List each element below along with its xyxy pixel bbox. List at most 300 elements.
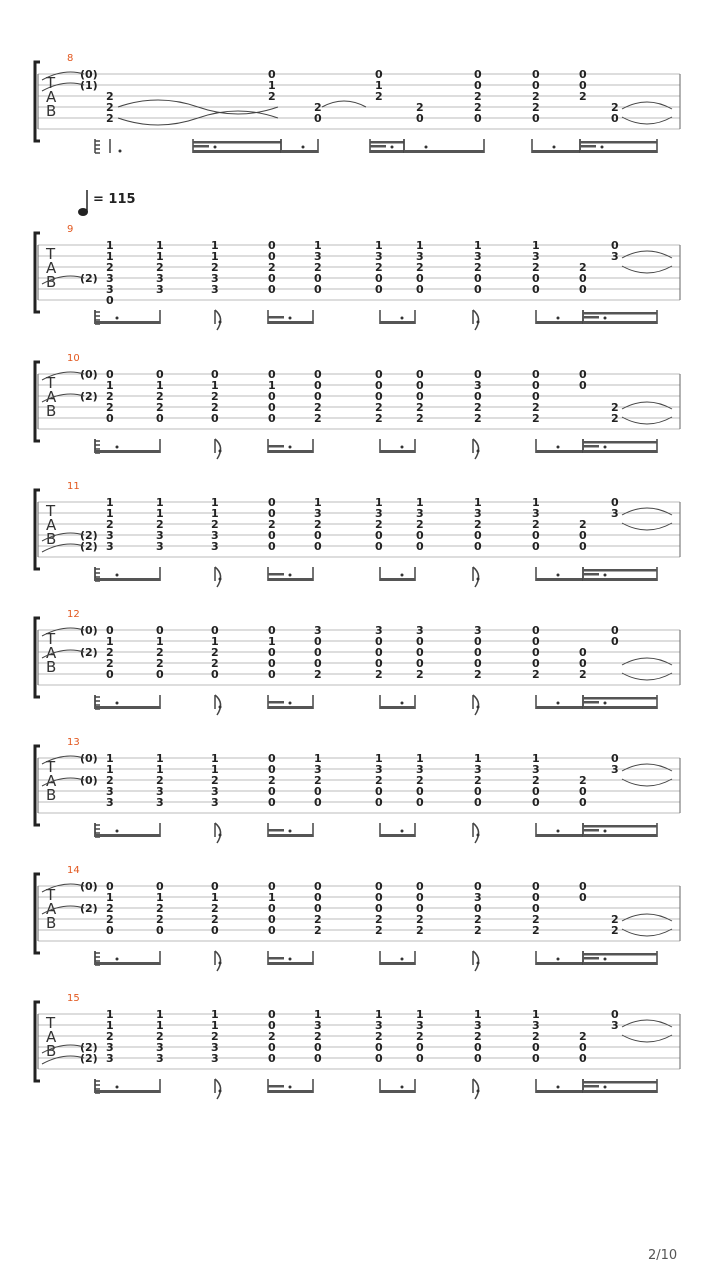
beam bbox=[380, 450, 415, 453]
fret-number: 0 bbox=[532, 529, 540, 542]
fret-number: 1 bbox=[416, 752, 424, 765]
fret-number: 2 bbox=[156, 390, 164, 403]
fret-number: 3 bbox=[156, 272, 164, 285]
tab-system-8 bbox=[35, 53, 680, 153]
fret-number: 1 bbox=[416, 496, 424, 509]
fret-number: 2 bbox=[211, 902, 219, 915]
fret-number: 3 bbox=[474, 624, 482, 637]
fret-number: 2 bbox=[416, 924, 424, 937]
fret-number: 3 bbox=[375, 507, 383, 520]
beam bbox=[583, 953, 657, 956]
fret-number: 2 bbox=[474, 774, 482, 787]
fret-number: 0 bbox=[375, 902, 383, 915]
flag bbox=[215, 695, 221, 715]
fret-number: 0 bbox=[416, 646, 424, 659]
beam bbox=[583, 957, 599, 960]
fret-number: 1 bbox=[106, 507, 114, 520]
fret-number: 3 bbox=[211, 529, 219, 542]
fret-number: 3 bbox=[474, 1019, 482, 1032]
tab-clef-letter: T bbox=[46, 502, 56, 520]
fret-number: 1 bbox=[532, 239, 540, 252]
fret-number: 2 bbox=[211, 401, 219, 414]
fret-number: 1 bbox=[375, 79, 383, 92]
beam bbox=[268, 962, 313, 965]
fret-number: 2 bbox=[156, 1030, 164, 1043]
ghost-fret: (2) bbox=[80, 646, 98, 659]
fret-number: 0 bbox=[532, 390, 540, 403]
fret-number: 2 bbox=[611, 913, 619, 926]
tab-clef-letter: B bbox=[46, 786, 57, 804]
dot bbox=[557, 958, 560, 961]
fret-number: 0 bbox=[268, 1019, 276, 1032]
flag bbox=[473, 567, 479, 587]
fret-number: 2 bbox=[416, 1030, 424, 1043]
fret-number: 2 bbox=[211, 1030, 219, 1043]
page-number: 2/10 bbox=[648, 1248, 678, 1263]
beam bbox=[193, 145, 209, 148]
fret-number: 0 bbox=[611, 239, 619, 252]
fret-number: 3 bbox=[532, 1019, 540, 1032]
fret-number: 2 bbox=[211, 518, 219, 531]
fret-number: 2 bbox=[579, 518, 587, 531]
fret-number: 2 bbox=[532, 1030, 540, 1043]
beam bbox=[583, 697, 657, 700]
tab-clef-letter: A bbox=[46, 772, 57, 790]
fret-number: 1 bbox=[211, 507, 219, 520]
beam bbox=[95, 962, 160, 965]
beam bbox=[95, 706, 160, 709]
measure-number: 14 bbox=[67, 865, 80, 876]
fret-number: 3 bbox=[474, 891, 482, 904]
dot bbox=[401, 958, 404, 961]
fret-number: 0 bbox=[416, 529, 424, 542]
tab-clef-letter: T bbox=[46, 630, 56, 648]
fret-number: 2 bbox=[106, 101, 114, 114]
tab-clef-letter: T bbox=[46, 245, 56, 263]
fret-number: 0 bbox=[314, 891, 322, 904]
beam bbox=[583, 1085, 599, 1088]
fret-number: 0 bbox=[268, 1052, 276, 1065]
fret-number: 1 bbox=[106, 752, 114, 765]
fret-number: 0 bbox=[474, 902, 482, 915]
fret-number: 2 bbox=[532, 90, 540, 103]
fret-number: 2 bbox=[611, 924, 619, 937]
fret-number: 1 bbox=[156, 250, 164, 263]
fret-number: 1 bbox=[532, 496, 540, 509]
fret-number: 2 bbox=[314, 412, 322, 425]
beam bbox=[268, 829, 284, 832]
fret-number: 0 bbox=[532, 646, 540, 659]
ghost-fret: (0) bbox=[80, 368, 98, 381]
beam bbox=[95, 578, 160, 581]
fret-number: 3 bbox=[611, 763, 619, 776]
fret-number: 0 bbox=[579, 368, 587, 381]
flag bbox=[215, 1079, 221, 1099]
fret-number: 2 bbox=[474, 668, 482, 681]
fret-number: 1 bbox=[474, 496, 482, 509]
beam bbox=[370, 145, 386, 148]
fret-number: 0 bbox=[532, 657, 540, 670]
tab-system-15 bbox=[35, 993, 680, 1099]
fret-number: 0 bbox=[106, 880, 114, 893]
beam bbox=[536, 962, 583, 965]
fret-number: 0 bbox=[314, 529, 322, 542]
fret-number: 0 bbox=[474, 112, 482, 125]
fret-number: 0 bbox=[156, 412, 164, 425]
fret-number: 3 bbox=[106, 1052, 114, 1065]
fret-number: 0 bbox=[314, 112, 322, 125]
fret-number: 2 bbox=[314, 261, 322, 274]
fret-number: 0 bbox=[314, 540, 322, 553]
fret-number: 3 bbox=[416, 250, 424, 263]
fret-number: 2 bbox=[474, 401, 482, 414]
fret-number: 1 bbox=[211, 1019, 219, 1032]
fret-number: 0 bbox=[611, 635, 619, 648]
fret-number: 0 bbox=[156, 924, 164, 937]
fret-number: 1 bbox=[211, 752, 219, 765]
fret-number: 0 bbox=[211, 880, 219, 893]
tie-arc bbox=[622, 402, 672, 409]
fret-number: 0 bbox=[611, 112, 619, 125]
fret-number: 1 bbox=[106, 1019, 114, 1032]
fret-number: 0 bbox=[314, 390, 322, 403]
fret-number: 0 bbox=[474, 796, 482, 809]
fret-number: 2 bbox=[156, 401, 164, 414]
fret-number: 1 bbox=[106, 496, 114, 509]
fret-number: 1 bbox=[375, 496, 383, 509]
dot bbox=[219, 706, 222, 709]
fret-number: 2 bbox=[268, 1030, 276, 1043]
fret-number: 0 bbox=[474, 635, 482, 648]
tab-clef-letter: T bbox=[46, 886, 56, 904]
fret-number: 0 bbox=[416, 785, 424, 798]
fret-number: 2 bbox=[314, 774, 322, 787]
beam bbox=[583, 316, 599, 319]
tab-clef-letter: B bbox=[46, 273, 57, 291]
fret-number: 1 bbox=[474, 752, 482, 765]
fret-number: 2 bbox=[474, 101, 482, 114]
fret-number: 1 bbox=[474, 239, 482, 252]
fret-number: 2 bbox=[106, 261, 114, 274]
beam bbox=[193, 150, 281, 153]
fret-number: 3 bbox=[156, 785, 164, 798]
beam bbox=[583, 578, 657, 581]
dot bbox=[401, 830, 404, 833]
fret-number: 2 bbox=[106, 1030, 114, 1043]
fret-number: 0 bbox=[416, 379, 424, 392]
fret-number: 2 bbox=[211, 390, 219, 403]
ghost-fret: (2) bbox=[80, 1041, 98, 1054]
fret-number: 3 bbox=[211, 540, 219, 553]
fret-number: 0 bbox=[314, 379, 322, 392]
fret-number: 0 bbox=[532, 1052, 540, 1065]
fret-number: 0 bbox=[375, 785, 383, 798]
fret-number: 1 bbox=[532, 752, 540, 765]
fret-number: 0 bbox=[611, 1008, 619, 1021]
fret-number: 0 bbox=[532, 283, 540, 296]
fret-number: 2 bbox=[416, 261, 424, 274]
tab-system-9 bbox=[35, 224, 680, 330]
dot bbox=[557, 446, 560, 449]
fret-number: 1 bbox=[211, 891, 219, 904]
fret-number: 3 bbox=[211, 272, 219, 285]
fret-number: 3 bbox=[211, 1041, 219, 1054]
beam bbox=[268, 578, 313, 581]
fret-number: 2 bbox=[416, 668, 424, 681]
dot bbox=[289, 1086, 292, 1089]
fret-number: 2 bbox=[268, 261, 276, 274]
fret-number: 2 bbox=[211, 774, 219, 787]
fret-number: 2 bbox=[532, 913, 540, 926]
dot bbox=[477, 962, 480, 965]
fret-number: 3 bbox=[375, 624, 383, 637]
tab-clef-letter: B bbox=[46, 914, 57, 932]
fret-number: 0 bbox=[474, 540, 482, 553]
fret-number: 2 bbox=[106, 902, 114, 915]
fret-number: 2 bbox=[579, 774, 587, 787]
fret-number: 3 bbox=[106, 1041, 114, 1054]
fret-number: 0 bbox=[416, 635, 424, 648]
beam bbox=[268, 957, 284, 960]
beam bbox=[580, 150, 657, 153]
fret-number: 1 bbox=[156, 1019, 164, 1032]
fret-number: 3 bbox=[314, 250, 322, 263]
dot bbox=[116, 958, 119, 961]
fret-number: 1 bbox=[156, 507, 164, 520]
tie-arc bbox=[622, 1020, 672, 1027]
fret-number: 2 bbox=[106, 913, 114, 926]
fret-number: 0 bbox=[268, 368, 276, 381]
fret-number: 2 bbox=[211, 913, 219, 926]
fret-number: 3 bbox=[416, 763, 424, 776]
fret-number: 1 bbox=[211, 379, 219, 392]
fret-number: 1 bbox=[156, 1008, 164, 1021]
dot bbox=[477, 706, 480, 709]
beam bbox=[268, 706, 313, 709]
dot bbox=[119, 150, 122, 153]
dot bbox=[557, 830, 560, 833]
flag bbox=[473, 951, 479, 971]
flag bbox=[215, 439, 221, 459]
fret-number: 0 bbox=[156, 368, 164, 381]
beam bbox=[268, 445, 284, 448]
ghost-fret: (2) bbox=[80, 272, 98, 285]
fret-number: 0 bbox=[375, 272, 383, 285]
fret-number: 3 bbox=[375, 1019, 383, 1032]
fret-number: 2 bbox=[156, 774, 164, 787]
tab-clef-letter: A bbox=[46, 900, 57, 918]
dot bbox=[425, 146, 428, 149]
fret-number: 0 bbox=[268, 913, 276, 926]
fret-number: 0 bbox=[314, 368, 322, 381]
fret-number: 0 bbox=[375, 379, 383, 392]
fret-number: 0 bbox=[106, 412, 114, 425]
fret-number: 3 bbox=[156, 796, 164, 809]
tab-clef-letter: B bbox=[46, 102, 57, 120]
flag bbox=[215, 951, 221, 971]
fret-number: 0 bbox=[211, 924, 219, 937]
beam bbox=[268, 321, 313, 324]
fret-number: 3 bbox=[156, 529, 164, 542]
beam bbox=[536, 450, 583, 453]
measure-number: 13 bbox=[67, 737, 80, 748]
fret-number: 3 bbox=[106, 283, 114, 296]
fret-number: 2 bbox=[474, 518, 482, 531]
dot bbox=[116, 830, 119, 833]
fret-number: 0 bbox=[106, 368, 114, 381]
tab-system-14 bbox=[35, 865, 680, 971]
fret-number: 1 bbox=[156, 763, 164, 776]
fret-number: 0 bbox=[474, 390, 482, 403]
fret-number: 0 bbox=[314, 880, 322, 893]
flag bbox=[215, 823, 221, 843]
fret-number: 3 bbox=[156, 540, 164, 553]
beam bbox=[583, 441, 657, 444]
dot bbox=[219, 834, 222, 837]
tie-arc bbox=[622, 764, 672, 771]
fret-number: 2 bbox=[314, 518, 322, 531]
beam bbox=[380, 834, 415, 837]
dot bbox=[116, 317, 119, 320]
ghost-fret: (2) bbox=[80, 390, 98, 403]
tempo-label: = 115 bbox=[93, 192, 136, 207]
fret-number: 2 bbox=[156, 902, 164, 915]
fret-number: 2 bbox=[106, 657, 114, 670]
fret-number: 0 bbox=[579, 540, 587, 553]
fret-number: 0 bbox=[532, 902, 540, 915]
tie-arc bbox=[622, 914, 672, 921]
fret-number: 0 bbox=[375, 283, 383, 296]
beam bbox=[268, 316, 284, 319]
fret-number: 0 bbox=[314, 785, 322, 798]
fret-number: 1 bbox=[156, 496, 164, 509]
fret-number: 0 bbox=[268, 624, 276, 637]
fret-number: 0 bbox=[532, 880, 540, 893]
fret-number: 0 bbox=[314, 646, 322, 659]
measure-number: 8 bbox=[67, 53, 74, 64]
fret-number: 0 bbox=[474, 1041, 482, 1054]
dot bbox=[214, 146, 217, 149]
fret-number: 3 bbox=[314, 763, 322, 776]
dot bbox=[289, 446, 292, 449]
fret-number: 2 bbox=[211, 657, 219, 670]
dot bbox=[219, 1090, 222, 1093]
fret-number: 0 bbox=[579, 1052, 587, 1065]
fret-number: 0 bbox=[268, 239, 276, 252]
ghost-fret: (0) bbox=[80, 774, 98, 787]
fret-number: 2 bbox=[156, 913, 164, 926]
dot bbox=[601, 146, 604, 149]
fret-number: 2 bbox=[579, 1030, 587, 1043]
fret-number: 0 bbox=[474, 529, 482, 542]
beam bbox=[268, 573, 284, 576]
fret-number: 2 bbox=[375, 90, 383, 103]
fret-number: 1 bbox=[211, 496, 219, 509]
beam bbox=[583, 834, 657, 837]
fret-number: 1 bbox=[416, 239, 424, 252]
fret-number: 2 bbox=[474, 924, 482, 937]
fret-number: 2 bbox=[268, 774, 276, 787]
fret-number: 0 bbox=[106, 668, 114, 681]
fret-number: 3 bbox=[106, 529, 114, 542]
fret-number: 2 bbox=[474, 913, 482, 926]
dot bbox=[116, 446, 119, 449]
beam bbox=[583, 962, 657, 965]
fret-number: 0 bbox=[474, 283, 482, 296]
fret-number: 0 bbox=[375, 540, 383, 553]
fret-number: 1 bbox=[314, 1008, 322, 1021]
fret-number: 0 bbox=[268, 507, 276, 520]
fret-number: 2 bbox=[532, 412, 540, 425]
fret-number: 0 bbox=[268, 1008, 276, 1021]
beam bbox=[583, 445, 599, 448]
tie-arc bbox=[322, 101, 366, 107]
fret-number: 2 bbox=[375, 924, 383, 937]
fret-number: 0 bbox=[156, 624, 164, 637]
fret-number: 0 bbox=[268, 668, 276, 681]
beam bbox=[268, 450, 313, 453]
beam bbox=[583, 569, 657, 572]
fret-number: 0 bbox=[579, 1041, 587, 1054]
flag bbox=[215, 310, 221, 330]
dot bbox=[401, 574, 404, 577]
dot bbox=[557, 317, 560, 320]
dot bbox=[401, 317, 404, 320]
flag bbox=[473, 310, 479, 330]
fret-number: 2 bbox=[532, 924, 540, 937]
fret-number: 2 bbox=[532, 101, 540, 114]
dot bbox=[116, 702, 119, 705]
fret-number: 2 bbox=[211, 646, 219, 659]
dot bbox=[604, 1086, 607, 1089]
flag bbox=[473, 823, 479, 843]
beam bbox=[583, 312, 657, 315]
fret-number: 0 bbox=[474, 79, 482, 92]
fret-number: 0 bbox=[375, 68, 383, 81]
dot bbox=[391, 146, 394, 149]
beam bbox=[580, 141, 657, 144]
fret-number: 2 bbox=[106, 401, 114, 414]
fret-number: 3 bbox=[611, 1019, 619, 1032]
dot bbox=[116, 574, 119, 577]
fret-number: 0 bbox=[579, 796, 587, 809]
tab-clef-letter: T bbox=[46, 1014, 56, 1032]
fret-number: 2 bbox=[106, 112, 114, 125]
dot bbox=[604, 830, 607, 833]
fret-number: 2 bbox=[106, 774, 114, 787]
fret-number: 0 bbox=[156, 668, 164, 681]
beam bbox=[536, 321, 583, 324]
fret-number: 3 bbox=[532, 763, 540, 776]
dot bbox=[219, 321, 222, 324]
fret-number: 0 bbox=[474, 646, 482, 659]
fret-number: 1 bbox=[211, 250, 219, 263]
tempo-marking bbox=[78, 190, 136, 216]
beam bbox=[95, 834, 160, 837]
fret-number: 2 bbox=[314, 913, 322, 926]
measure-number: 9 bbox=[67, 224, 74, 235]
fret-number: 1 bbox=[375, 239, 383, 252]
fret-number: 0 bbox=[532, 368, 540, 381]
fret-number: 0 bbox=[314, 635, 322, 648]
fret-number: 3 bbox=[474, 507, 482, 520]
fret-number: 1 bbox=[474, 1008, 482, 1021]
fret-number: 3 bbox=[611, 507, 619, 520]
beam bbox=[536, 1090, 583, 1093]
fret-number: 0 bbox=[314, 902, 322, 915]
fret-number: 0 bbox=[314, 283, 322, 296]
fret-number: 0 bbox=[211, 668, 219, 681]
